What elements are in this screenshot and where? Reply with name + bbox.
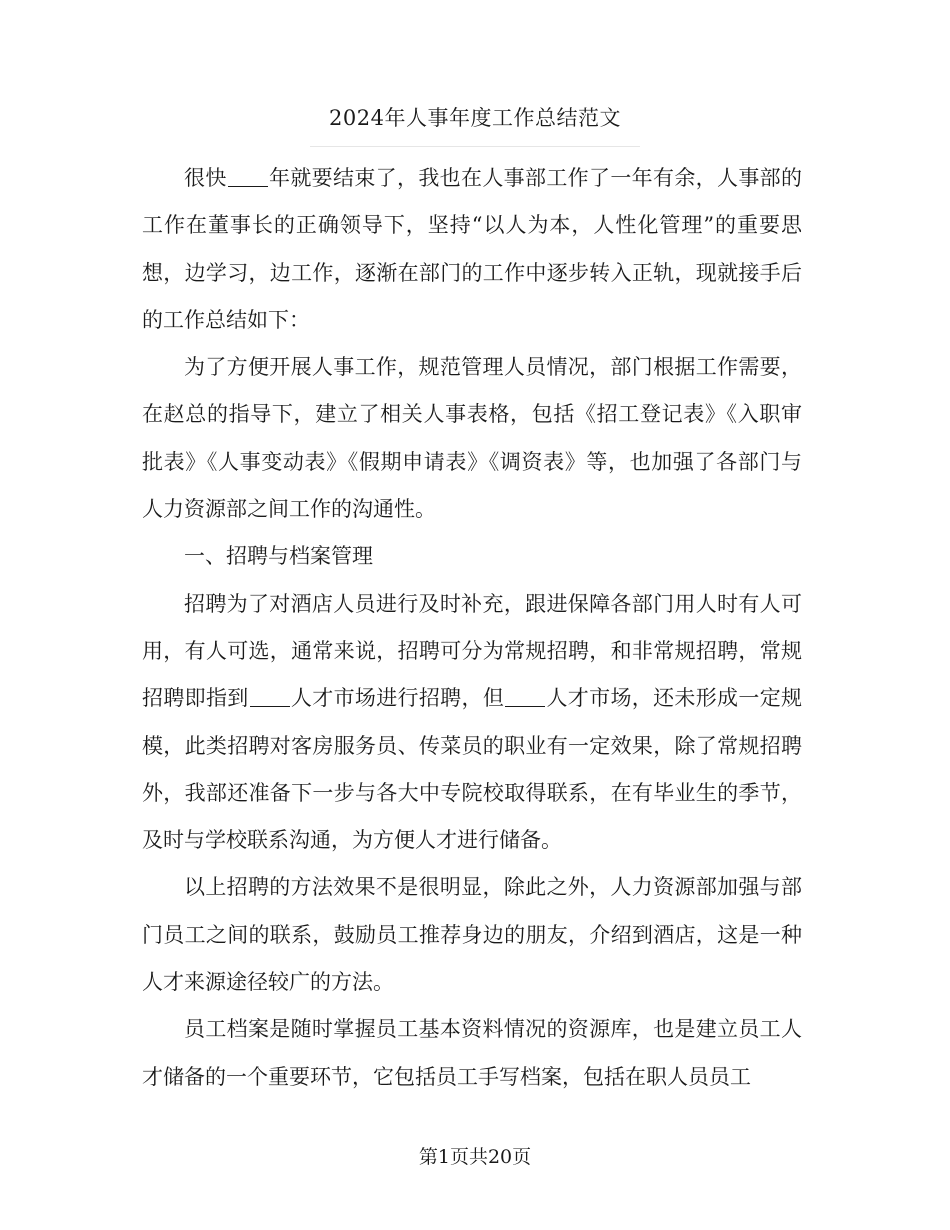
paragraph-recruitment-methods: 以上招聘的方法效果不是很明显，除此之外，人力资源部加强与部门员工之间的联系，鼓励员工推荐身边的朋友，介绍到酒店，这是一种人才来源途径较广的方法。 [142, 875, 802, 995]
paragraph-intro-rest: 年就要结束了，我也在人事部工作了一年有余，人事部的工作在董事长的正确领导下，坚持“以人为本，人性化管理”的重要思想，边学习，边工作，逐渐在部门的工作中逐步转入正轨，现就接手后的工作总结如下： [142, 166, 803, 332]
section-heading-recruitment: 一、招聘与档案管理 [184, 544, 373, 569]
blank-field [228, 166, 268, 187]
paragraph-employee-files: 员工档案是随时掌握员工基本资料情况的资源库，也是建立员工人才储备的一个重要环节，它包括员工手写档案，包括在职人员员工 [142, 1017, 802, 1089]
paragraph-recruitment [142, 581, 802, 865]
paragraph-recruitment-part1: 招聘为了对酒店人员进行及时补充，跟进保障各部门用人时有人可用，有人可选，通常来说，招聘可分为常规招聘，和非常规招聘，常规招聘即指到 [142, 591, 802, 711]
paragraph-intro-start: 很快 [184, 166, 227, 190]
blank-field [250, 686, 290, 707]
page-number-footer: 第1页共20页 [418, 1146, 532, 1168]
document-body [142, 155, 802, 1101]
paragraph-recruitment-part3: 人才市场，还未形成一定规模，此类招聘对客房服务员、传菜员的职业有一定效果，除了常规招聘外，我部还准备下一步与各大中专院校取得联系，在有毕业生的季节，及时与学校联系沟通，为方便人才进行储备。 [142, 686, 803, 853]
title-divider [310, 146, 640, 147]
paragraph-recruitment-part2: 人才市场进行招聘，但 [290, 686, 505, 711]
paragraph-forms: 为了方便开展人事工作，规范管理人员情况，部门根据工作需要，在赵总的指导下，建立了相关人事表格，包括《招工登记表》《入职审批表》《人事变动表》《假期申请表》《调资表》等，也加强了各部门与人力资源部之间工作的沟通性。 [142, 355, 802, 522]
blank-field [505, 686, 545, 707]
paragraph-intro [142, 155, 802, 344]
document-title: 2024年人事年度工作总结范文 [329, 106, 621, 130]
